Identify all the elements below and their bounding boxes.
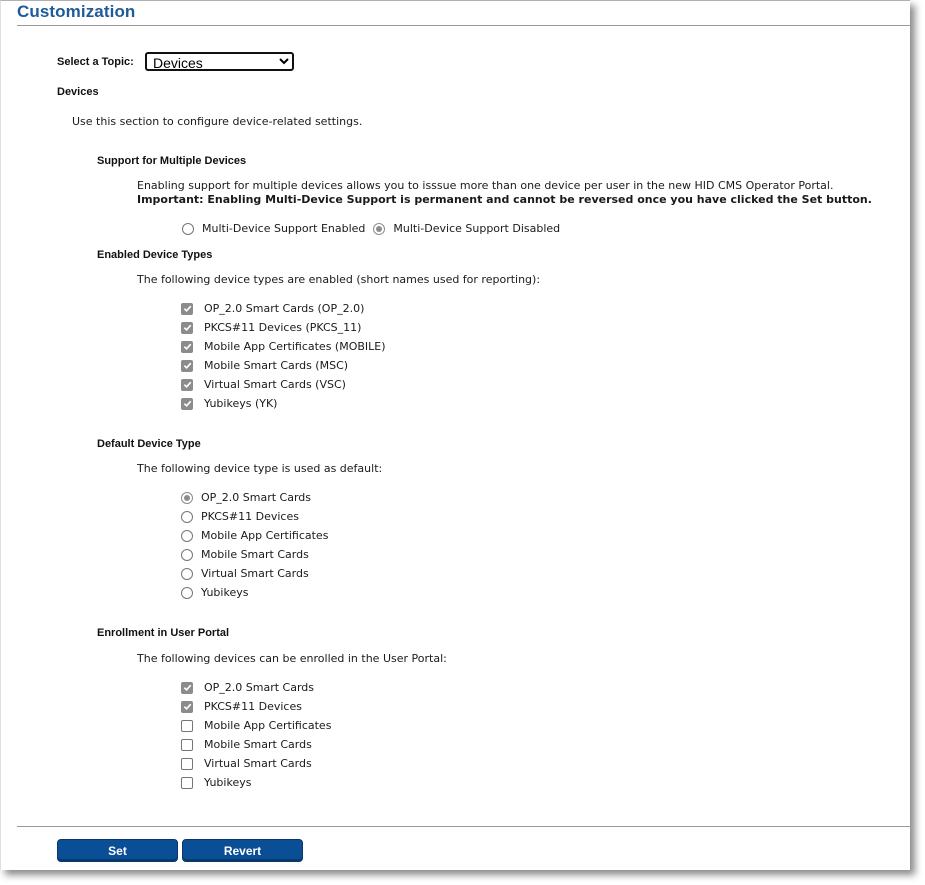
enabled-types-item[interactable] <box>181 321 361 334</box>
default-type-item[interactable] <box>181 491 311 504</box>
item-label: OP_2.0 Smart Cards <box>204 681 315 694</box>
checkbox-checked-icon[interactable] <box>181 322 193 334</box>
radio-icon[interactable] <box>181 587 193 599</box>
checkbox-checked-icon[interactable] <box>181 682 193 694</box>
item-label: Virtual Smart Cards <box>204 757 312 770</box>
enrollment-item[interactable] <box>181 776 251 789</box>
item-label: Mobile Smart Cards (MSC) <box>204 359 349 372</box>
multi-device-description: Enabling support for multiple devices allows you to isssue more than one device per user in the new HID CMS Operator Portal. <box>137 179 834 192</box>
item-label: Virtual Smart Cards <box>201 567 309 580</box>
checkbox-checked-icon[interactable] <box>181 303 193 315</box>
checkbox-icon[interactable] <box>181 777 193 789</box>
item-label: Yubikeys <box>201 586 249 599</box>
checkbox-icon[interactable] <box>181 739 193 751</box>
item-label: OP_2.0 Smart Cards <box>201 491 312 504</box>
revert-button[interactable]: Revert <box>182 839 303 862</box>
default-type-item[interactable] <box>181 586 248 599</box>
topic-select[interactable] <box>145 52 294 71</box>
enrollment-item[interactable] <box>181 719 331 732</box>
radio-selected-icon[interactable] <box>373 223 385 235</box>
default-type-item[interactable] <box>181 529 328 542</box>
enabled-types-title: Enabled Device Types <box>97 249 213 261</box>
multi-device-warning: Important: Enabling Multi-Device Support is permanent and cannot be reversed once you have clicked the Set button. <box>137 193 872 206</box>
default-type-title: Default Device Type <box>97 438 201 450</box>
item-label: Mobile App Certificates <box>201 529 329 542</box>
item-label: Yubikeys <box>204 776 252 789</box>
item-label: Mobile App Certificates (MOBILE) <box>204 340 386 353</box>
item-label: OP_2.0 Smart Cards (OP_2.0) <box>204 302 365 315</box>
default-type-item[interactable] <box>181 548 309 561</box>
enabled-types-description: The following device types are enabled (short names used for reporting): <box>137 273 541 286</box>
item-label: PKCS#11 Devices <box>204 700 302 713</box>
section-description: Use this section to configure device-related settings. <box>72 115 363 128</box>
item-label: Mobile Smart Cards <box>204 738 312 751</box>
radio-icon[interactable] <box>181 530 193 542</box>
page-title: Customization <box>17 2 136 21</box>
item-label: Mobile Smart Cards <box>201 548 309 561</box>
enrollment-item[interactable] <box>181 700 302 713</box>
default-type-description: The following device type is used as default: <box>137 462 383 475</box>
topic-label: Select a Topic: <box>57 56 134 68</box>
checkbox-checked-icon[interactable] <box>181 341 193 353</box>
item-label: PKCS#11 Devices (PKCS_11) <box>204 321 362 334</box>
checkbox-icon[interactable] <box>181 758 193 770</box>
multi-device-enabled-radio[interactable] <box>182 222 365 235</box>
multi-device-disabled-radio[interactable] <box>373 222 560 235</box>
checkbox-checked-icon[interactable] <box>181 360 193 372</box>
item-label: Virtual Smart Cards (VSC) <box>204 378 346 391</box>
footer-divider <box>17 826 910 827</box>
radio-icon[interactable] <box>182 223 194 235</box>
multi-device-title: Support for Multiple Devices <box>97 155 247 167</box>
enrollment-description: The following devices can be enrolled in the User Portal: <box>137 652 447 665</box>
enabled-types-item[interactable] <box>181 302 364 315</box>
enrollment-title: Enrollment in User Portal <box>97 627 230 639</box>
checkbox-checked-icon[interactable] <box>181 398 193 410</box>
enrollment-item[interactable] <box>181 681 314 694</box>
radio-label: Multi-Device Support Enabled <box>202 222 366 235</box>
default-type-item[interactable] <box>181 567 309 580</box>
radio-label: Multi-Device Support Disabled <box>393 222 561 235</box>
default-type-item[interactable] <box>181 510 299 523</box>
checkbox-checked-icon[interactable] <box>181 379 193 391</box>
set-button[interactable]: Set <box>57 839 178 862</box>
radio-selected-icon[interactable] <box>181 492 193 504</box>
enrollment-item[interactable] <box>181 757 312 770</box>
section-title: Devices <box>57 86 99 98</box>
item-label: Yubikeys (YK) <box>204 397 278 410</box>
enrollment-item[interactable] <box>181 738 312 751</box>
checkbox-icon[interactable] <box>181 720 193 732</box>
enabled-types-item[interactable] <box>181 359 348 372</box>
enabled-types-item[interactable] <box>181 378 346 391</box>
radio-icon[interactable] <box>181 511 193 523</box>
enabled-types-item[interactable] <box>181 340 386 353</box>
radio-icon[interactable] <box>181 568 193 580</box>
title-divider <box>17 25 910 26</box>
enabled-types-item[interactable] <box>181 397 277 410</box>
item-label: PKCS#11 Devices <box>201 510 299 523</box>
checkbox-checked-icon[interactable] <box>181 701 193 713</box>
item-label: Mobile App Certificates <box>204 719 332 732</box>
radio-icon[interactable] <box>181 549 193 561</box>
